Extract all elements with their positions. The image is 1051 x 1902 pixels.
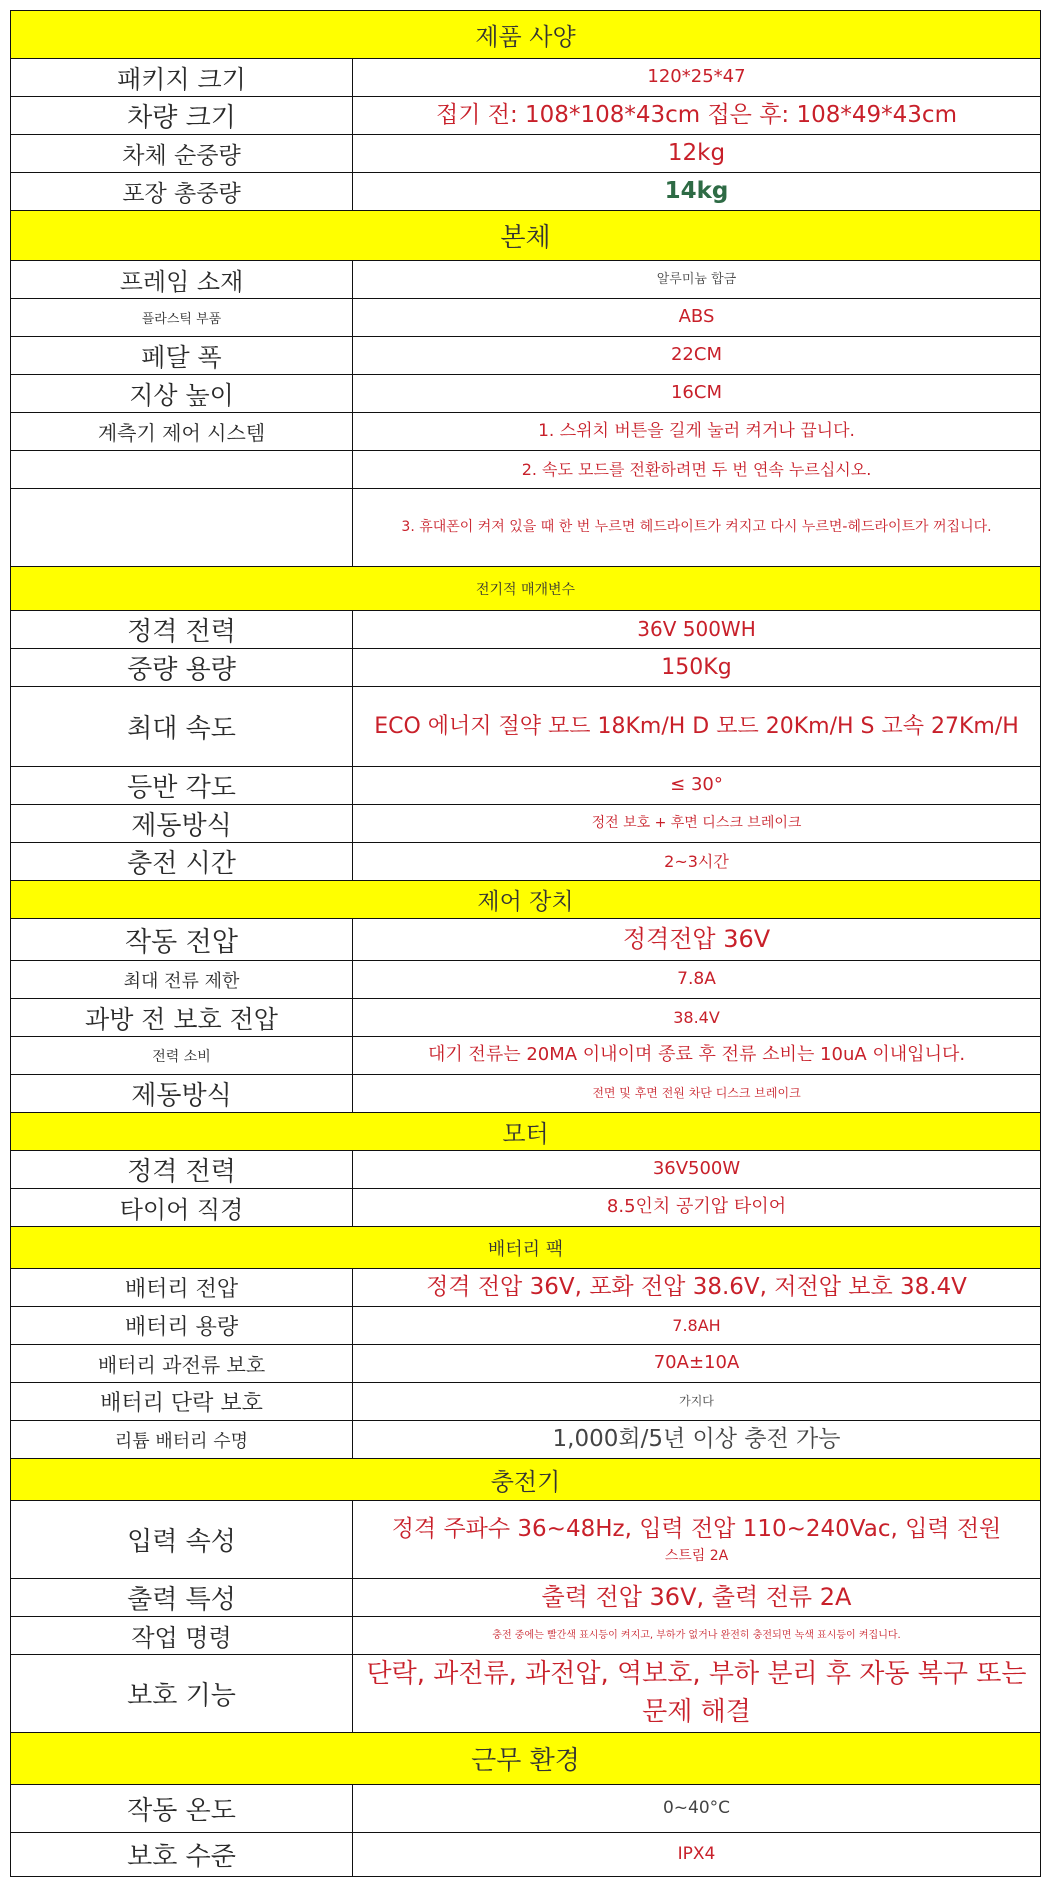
spec-value: 150Kg: [353, 649, 1041, 687]
spec-value: 충전 중에는 빨간색 표시등이 켜지고, 부하가 없거나 완전히 충전되면 녹색 표시등이 켜집니다.: [353, 1617, 1041, 1655]
spec-value: IPX4: [353, 1833, 1041, 1877]
spec-row: [11, 1833, 1041, 1877]
spec-row: [11, 649, 1041, 687]
spec-label: 작동 온도: [11, 1785, 353, 1833]
spec-value: 36V 500WH: [353, 611, 1041, 649]
spec-row: [11, 1189, 1041, 1227]
section-header: [11, 881, 1041, 919]
spec-value: 정전 보호 + 후면 디스크 브레이크: [353, 805, 1041, 843]
spec-row: [11, 1501, 1041, 1579]
spec-row: [11, 1617, 1041, 1655]
spec-label: 플라스틱 부품: [11, 299, 353, 337]
section-title: 제품 사양: [11, 11, 1041, 59]
spec-label: 정격 전력: [11, 1151, 353, 1189]
spec-label: 배터리 전압: [11, 1269, 353, 1307]
spec-value: 7.8AH: [353, 1307, 1041, 1345]
section-header: [11, 1113, 1041, 1151]
spec-row: [11, 1037, 1041, 1075]
spec-label: 배터리 용량: [11, 1307, 353, 1345]
spec-label: 출력 특성: [11, 1579, 353, 1617]
spec-label: 타이어 직경: [11, 1189, 353, 1227]
spec-label: 지상 높이: [11, 375, 353, 413]
spec-value: ≤ 30°: [353, 767, 1041, 805]
spec-row: [11, 97, 1041, 135]
spec-row: [11, 1075, 1041, 1113]
section-title: 제어 장치: [11, 881, 1041, 919]
spec-value: 22CM: [353, 337, 1041, 375]
spec-value: 8.5인치 공기압 타이어: [353, 1189, 1041, 1227]
section-title: 전기적 매개변수: [11, 567, 1041, 611]
spec-row: [11, 961, 1041, 999]
spec-label: 차량 크기: [11, 97, 353, 135]
section-title: 충전기: [11, 1459, 1041, 1501]
spec-row: [11, 687, 1041, 767]
spec-row: [11, 375, 1041, 413]
spec-label: 차체 순중량: [11, 135, 353, 173]
spec-label: 프레임 소재: [11, 261, 353, 299]
spec-row: [11, 999, 1041, 1037]
spec-row: [11, 489, 1041, 567]
spec-value: 2. 속도 모드를 전환하려면 두 번 연속 누르십시오.: [353, 451, 1041, 489]
spec-row: [11, 1655, 1041, 1733]
spec-value: [353, 1501, 1041, 1579]
spec-value: 알루미늄 합금: [353, 261, 1041, 299]
spec-value: 70A±10A: [353, 1345, 1041, 1383]
spec-value: 7.8A: [353, 961, 1041, 999]
spec-label: 최대 속도: [11, 687, 353, 767]
spec-label: 정격 전력: [11, 611, 353, 649]
spec-label: 충전 시간: [11, 843, 353, 881]
spec-label: 포장 총중량: [11, 173, 353, 211]
spec-row: [11, 451, 1041, 489]
spec-value: 정격전압 36V: [353, 919, 1041, 961]
section-header: [11, 211, 1041, 261]
spec-label: 패키지 크기: [11, 59, 353, 97]
spec-row: [11, 1151, 1041, 1189]
spec-value-line: 스트림 2A: [664, 1548, 729, 1565]
spec-value: 정격 전압 36V, 포화 전압 38.6V, 저전압 보호 38.4V: [353, 1269, 1041, 1307]
spec-row: [11, 299, 1041, 337]
spec-label: 제동방식: [11, 1075, 353, 1113]
spec-row: [11, 337, 1041, 375]
spec-value: 1,000회/5년 이상 충전 가능: [353, 1421, 1041, 1459]
spec-value: 출력 전압 36V, 출력 전류 2A: [353, 1579, 1041, 1617]
spec-value: 38.4V: [353, 999, 1041, 1037]
spec-value: 접기 전: 108*108*43cm 접은 후: 108*49*43cm: [353, 97, 1041, 135]
spec-label: [11, 489, 353, 567]
section-header: [11, 1459, 1041, 1501]
spec-label: 중량 용량: [11, 649, 353, 687]
spec-row: [11, 135, 1041, 173]
section-header: [11, 1733, 1041, 1785]
spec-value: 2~3시간: [353, 843, 1041, 881]
spec-label: 배터리 단락 보호: [11, 1383, 353, 1421]
spec-value: 단락, 과전류, 과전압, 역보호, 부하 분리 후 자동 복구 또는 문제 해결: [353, 1655, 1041, 1733]
section-header: [11, 567, 1041, 611]
spec-value: ECO 에너지 절약 모드 18Km/H D 모드 20Km/H S 고속 27Km/H: [353, 687, 1041, 767]
spec-value: 36V500W: [353, 1151, 1041, 1189]
spec-label: 리튬 배터리 수명: [11, 1421, 353, 1459]
spec-row: [11, 1785, 1041, 1833]
spec-label: 최대 전류 제한: [11, 961, 353, 999]
section-header: [11, 11, 1041, 59]
spec-value: 14kg: [353, 173, 1041, 211]
spec-row: [11, 1421, 1041, 1459]
spec-label: 입력 속성: [11, 1501, 353, 1579]
spec-label: [11, 451, 353, 489]
spec-row: [11, 59, 1041, 97]
spec-value: 12kg: [353, 135, 1041, 173]
spec-value: 0~40°C: [353, 1785, 1041, 1833]
spec-row: [11, 1269, 1041, 1307]
spec-value: 1. 스위치 버튼을 길게 눌러 켜거나 끕니다.: [353, 413, 1041, 451]
spec-label: 작업 명령: [11, 1617, 353, 1655]
spec-label: 보호 기능: [11, 1655, 353, 1733]
spec-label: 작동 전압: [11, 919, 353, 961]
spec-label: 보호 수준: [11, 1833, 353, 1877]
section-title: 배터리 팩: [11, 1227, 1041, 1269]
spec-row: [11, 173, 1041, 211]
spec-value-line: 정격 주파수 36~48Hz, 입력 전압 110~240Vac, 입력 전원: [391, 1515, 1002, 1542]
spec-value: 3. 휴대폰이 켜져 있을 때 한 번 누르면 헤드라이트가 켜지고 다시 누르면-헤드라이트가 꺼집니다.: [353, 489, 1041, 567]
spec-label: 제동방식: [11, 805, 353, 843]
spec-row: [11, 261, 1041, 299]
section-header: [11, 1227, 1041, 1269]
spec-row: [11, 767, 1041, 805]
spec-label: 페달 폭: [11, 337, 353, 375]
spec-value: 120*25*47: [353, 59, 1041, 97]
spec-row: [11, 611, 1041, 649]
spec-row: [11, 1307, 1041, 1345]
spec-label: 과방 전 보호 전압: [11, 999, 353, 1037]
section-title: 본체: [11, 211, 1041, 261]
spec-label: 전력 소비: [11, 1037, 353, 1075]
spec-label: 계측기 제어 시스템: [11, 413, 353, 451]
spec-value: 대기 전류는 20MA 이내이며 종료 후 전류 소비는 10uA 이내입니다.: [353, 1037, 1041, 1075]
spec-table: [10, 10, 1041, 1877]
spec-value: 가지다: [353, 1383, 1041, 1421]
spec-row: [11, 413, 1041, 451]
spec-row: [11, 1345, 1041, 1383]
spec-row: [11, 919, 1041, 961]
spec-row: [11, 1383, 1041, 1421]
section-title: 근무 환경: [11, 1733, 1041, 1785]
spec-label: 등반 각도: [11, 767, 353, 805]
spec-row: [11, 843, 1041, 881]
spec-row: [11, 1579, 1041, 1617]
spec-label: 배터리 과전류 보호: [11, 1345, 353, 1383]
spec-value: 16CM: [353, 375, 1041, 413]
spec-value: 전면 및 후면 전원 차단 디스크 브레이크: [353, 1075, 1041, 1113]
spec-row: [11, 805, 1041, 843]
spec-value: ABS: [353, 299, 1041, 337]
section-title: 모터: [11, 1113, 1041, 1151]
